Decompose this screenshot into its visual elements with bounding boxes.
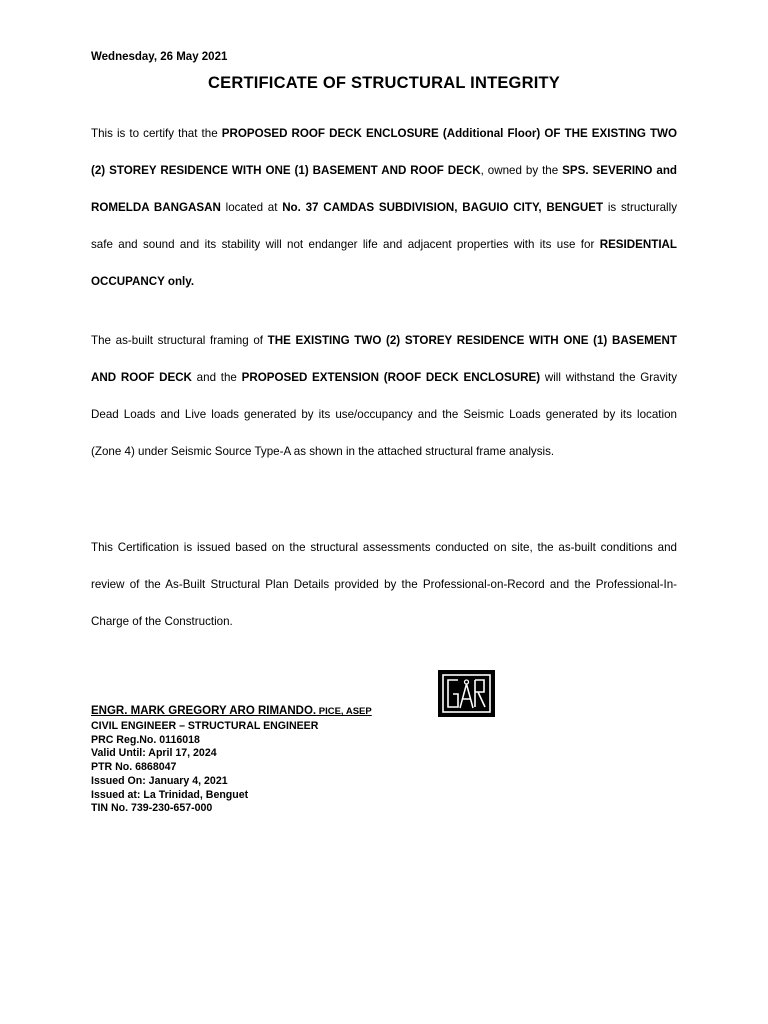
signatory-details [91,720,318,816]
signatory-name [91,705,372,717]
bold-text-segment: PROPOSED EXTENSION (ROOF DECK ENCLOSURE) [241,371,541,384]
document-date: Wednesday, 26 May 2021 [91,51,228,63]
document-title: CERTIFICATE OF STRUCTURAL INTEGRITY [208,74,560,92]
paragraph-basis [91,529,677,640]
signatory-title: CIVIL ENGINEER – STRUCTURAL ENGINEER [91,720,319,732]
text-segment: The as-built structural framing of [91,334,268,347]
text-segment: , owned by the [480,164,563,177]
text-segment: located at [220,201,283,214]
text-segment: will withstand the Gravity Dead Loads and Live loads generated by its use/occupancy and the Seismic Loads generated by its location (Zone 4) under Seismic Source Type-A as shown in the attached structural frame analysis. [91,371,677,458]
text-segment: This is to certify that the [91,127,222,140]
issued-on: Issued On: January 4, 2021 [91,774,228,787]
bold-text-segment: SPS. SEVERINO and ROMELDA BANGASAN [91,164,678,214]
text-segment: This Certification is issued based on the structural assessments conducted on site, the as-built conditions and review of the As-Built Structural Plan Details provided by the Professional-on-Record and the Professional-In-Charge of the Construction. [91,541,677,628]
text-segment: is structurally safe and sound and its stability will not endanger life and adjacent properties with its use for [91,201,677,251]
signatory-name-text: ENGR. MARK GREGORY ARO RIMANDO. [91,705,317,717]
text-segment: and the [191,371,242,384]
tin-number: TIN No. 739-230-657-000 [91,802,213,815]
issued-at: Issued at: La Trinidad, Benguet [91,788,249,801]
bold-text-segment: THE EXISTING TWO (2) STOREY RESIDENCE WITH ONE (1) BASEMENT AND ROOF DECK [91,334,677,384]
bold-text-segment: RESIDENTIAL OCCUPANCY only. [91,238,677,288]
signatory-credentials: PICE, ASEP [316,706,372,717]
engineer-monogram-logo-icon [438,670,495,717]
prc-registration: PRC Reg.No. 0116018 [91,733,200,746]
valid-until: Valid Until: April 17, 2024 [91,747,217,760]
paragraph-certification [91,115,677,300]
paragraph-structural-framing [91,322,677,470]
ptr-number: PTR No. 6868047 [91,761,177,774]
bold-text-segment: PROPOSED ROOF DECK ENCLOSURE (Additional Floor) OF THE EXISTING TWO (2) STOREY RESIDENCE WITH ONE (1) BASEMENT AND ROOF DECK [91,127,677,177]
bold-text-segment: No. 37 CAMDAS SUBDIVISION, BAGUIO CITY, BENGUET [282,201,604,214]
